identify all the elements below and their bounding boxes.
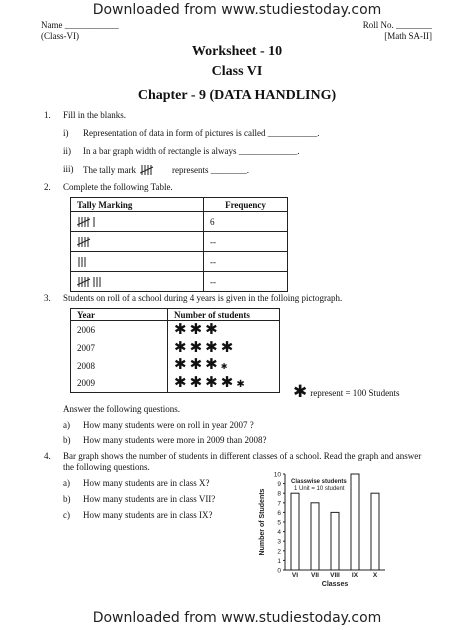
pictograph-cell [168,357,280,375]
q3-b-text: How many students were more in 2009 than 2008? [83,435,267,445]
q1-iii-number: iii) [63,164,74,174]
student-symbol-icon: ✱ [293,382,308,402]
pictograph-cell [168,321,280,339]
q3-number: 3. [44,293,51,303]
tally-marks-icon [71,252,204,272]
q1-ii-text: In a bar graph width of rectangle is always _____________. [83,146,300,156]
q3-a-number: a) [63,420,70,430]
download-banner-bottom: Downloaded from www.studiestoday.com [92,610,382,626]
tally-mark-icon [140,164,168,176]
year-cell: 2008 [71,357,168,375]
year-cell: 2007 [71,339,168,357]
q1-iii-text-after: represents ________. [171,165,249,175]
y-tick-label: 9 [277,481,281,489]
table-row [71,252,288,272]
pictograph-key-text: represent = 100 Students [310,387,400,398]
table-row [71,339,280,357]
student-symbol-icon: ✱ [174,338,187,356]
chart-legend-subtitle: 1 Unit = 10 student [294,486,345,492]
q2-text: Complete the following Table. [63,182,173,192]
table-row [71,212,288,232]
chapter-title: Chapter - 9 (DATA HANDLING) [137,88,337,103]
x-tick-label: VIII [330,572,340,579]
table-row [71,272,288,292]
student-symbol-icon: ✱ [174,355,187,373]
q1-i-number: i) [63,128,69,138]
student-symbol-icon: ✱ [189,320,203,339]
frequency-cell: 6 [204,212,288,232]
q2-number: 2. [44,182,51,192]
year-header: Year [71,309,168,321]
q4-b-number: b) [63,494,71,504]
q4-a-text: How many students are in class X? [83,478,210,488]
bar-IX [351,474,359,570]
student-symbol-icon: ✱ [205,355,218,373]
y-axis-label: Number of Students [259,488,266,556]
y-tick-label: 10 [273,471,281,479]
class-title: Class VI [211,64,263,79]
q4-a-number: a) [63,478,70,488]
y-tick-label: 6 [277,509,281,517]
student-symbol-icon: ✱ [189,338,203,356]
subject-label: [Math SA-II] [384,31,432,41]
bar-VI [291,493,299,570]
class-label: (Class-VI) [41,31,79,41]
frequency-cell: -- [204,252,288,272]
x-tick-label: VI [291,572,299,579]
y-tick-label: 8 [277,490,281,498]
q3-a-text: How many students were on roll in year 2007 ? [83,420,254,430]
student-symbol-icon: ✱ [189,355,203,373]
table-row [71,321,280,339]
table-row [71,357,280,375]
pictograph-key [293,382,400,402]
student-symbol-icon: ✱ [220,338,234,356]
y-tick-label: 5 [277,519,281,527]
q4-c-text: How many students are in class IX? [83,510,213,520]
q4-text-line1: Bar graph shows the number of students in different classes of a school. Read the graph and answer [63,451,422,461]
pictograph-cell [168,339,280,357]
tally-marks-icon [71,272,204,292]
y-tick-label: 7 [277,500,281,508]
tally-marks-icon [71,232,204,252]
q4-number: 4. [44,451,51,461]
partial-student-symbol-icon: ✱ [236,378,245,390]
q4-c-number: c) [63,510,70,520]
q3-followup: Answer the following questions. [63,404,180,414]
chart-legend-title: Classwise students [291,479,347,485]
table-row [71,232,288,252]
bar-VII [311,503,319,570]
tally-header: Tally Marking [71,198,204,212]
x-tick-label: VII [311,572,319,579]
frequency-cell: -- [204,232,288,252]
bar-X [371,493,379,570]
student-symbol-icon: ✱ [174,372,187,391]
frequency-cell: -- [204,272,288,292]
year-cell: 2006 [71,321,168,339]
pictograph-cell [168,372,280,393]
x-axis-label: Classes [321,581,349,588]
student-symbol-icon: ✱ [205,338,218,356]
student-symbol-icon: ✱ [189,372,203,391]
q3-b-number: b) [63,435,71,445]
class-bar-chart [255,466,395,591]
q3-text: Students on roll of a school during 4 years is given in the folloing pictograph. [63,293,343,303]
x-tick-label: IX [351,572,359,579]
pictograph-table [70,308,280,393]
q1-iii-text-before: The tally mark [83,165,136,175]
name-field-label: Name ____________ [41,20,119,30]
roll-number-label: Roll No. ________ [362,20,432,30]
bar-VIII [331,512,339,570]
student-symbol-icon: ✱ [205,372,218,391]
x-tick-label: X [372,572,378,579]
frequency-header: Frequency [204,198,288,212]
student-symbol-icon: ✱ [220,372,234,391]
partial-student-symbol-icon: ✱ [220,362,228,371]
student-symbol-icon: ✱ [174,320,187,339]
q4-b-text: How many students are in class VII? [83,494,216,504]
table-row [71,375,280,393]
student-symbol-icon: ✱ [205,320,218,339]
y-tick-label: 1 [277,557,281,565]
y-tick-label: 0 [277,567,281,575]
q1-ii-number: ii) [63,146,71,156]
download-banner-top: Downloaded from www.studiestoday.com [92,2,382,18]
q1-number: 1. [44,110,51,120]
worksheet-title: Worksheet - 10 [191,44,283,59]
q1-i-text: Representation of data in form of pictures is called ___________. [83,128,320,138]
q4-text-line2: the following questions. [63,462,150,472]
year-cell: 2009 [71,375,168,393]
q1-iii-line [83,164,249,176]
tally-table [70,197,288,292]
students-header: Number of students [168,309,280,321]
y-tick-label: 4 [277,529,281,537]
q1-text: Fill in the blanks. [63,110,126,120]
tally-marks-icon [71,212,204,232]
y-tick-label: 2 [277,548,281,556]
y-tick-label: 3 [277,538,281,546]
